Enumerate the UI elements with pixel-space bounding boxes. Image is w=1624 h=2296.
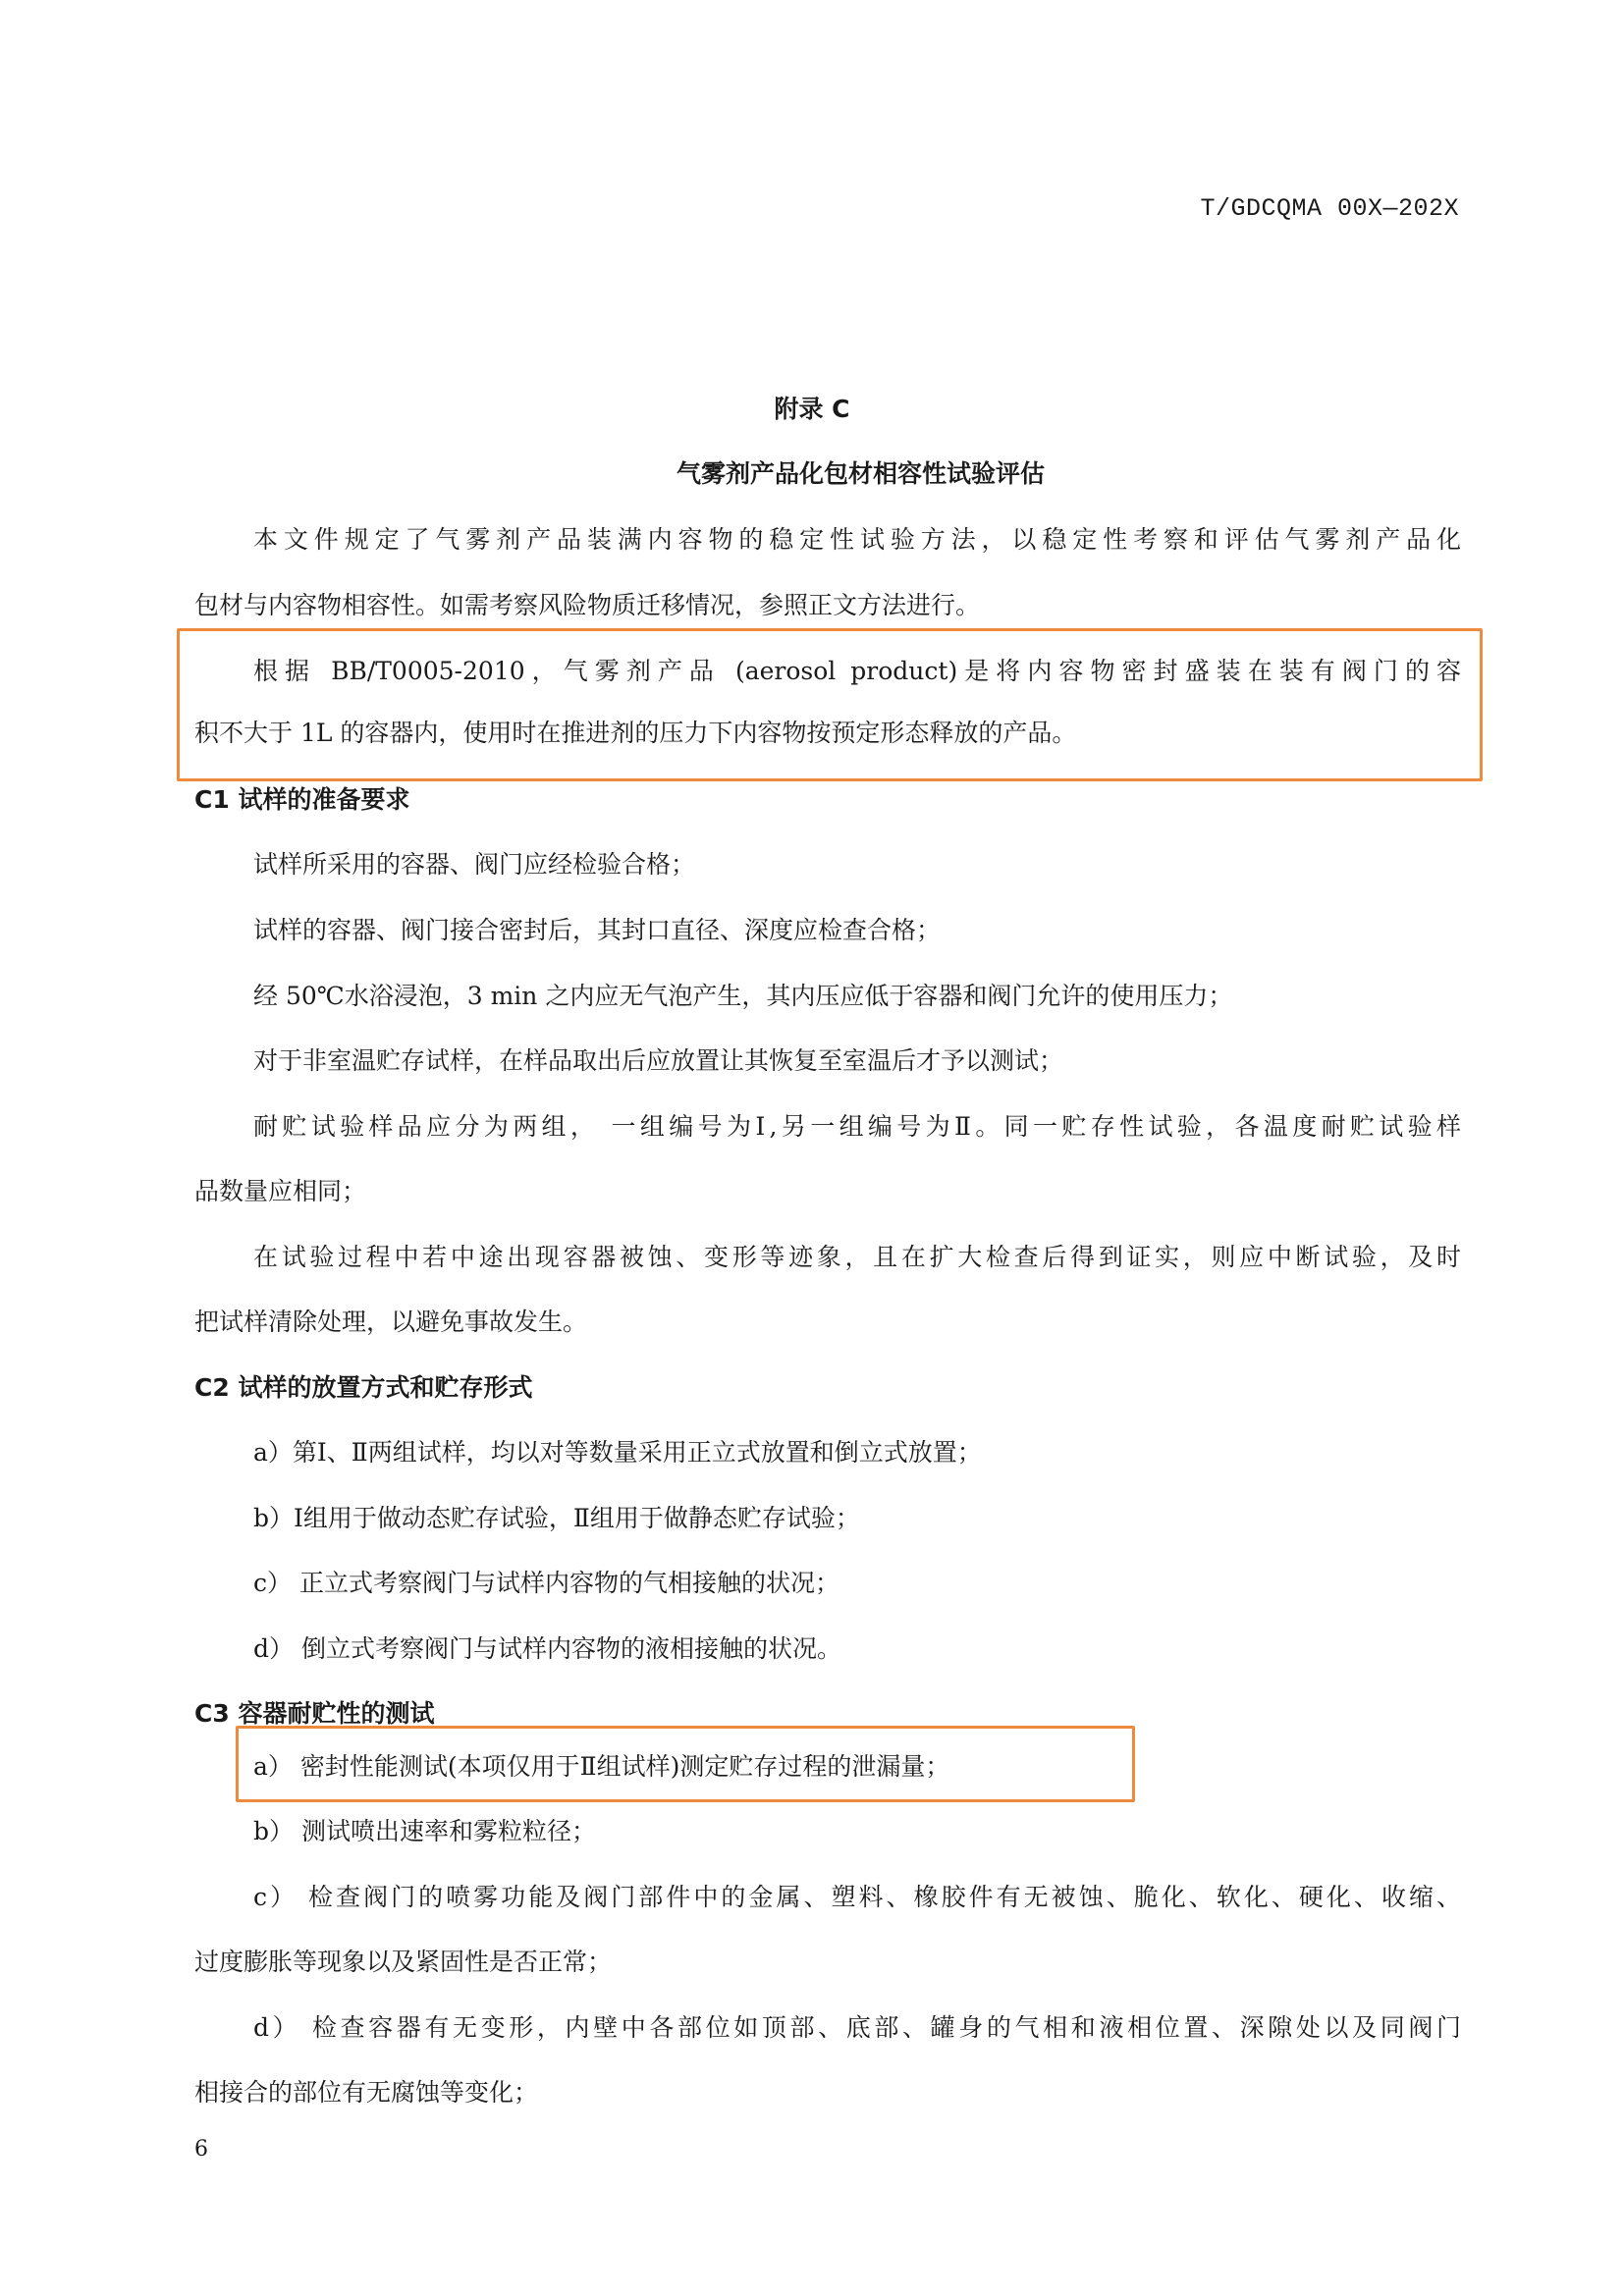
- c2-item-d: d） 倒立式考察阀门与试样内容物的液相接触的状况。: [253, 1634, 841, 1663]
- c2-item-c: c） 正立式考察阀门与试样内容物的气相接触的状况；: [253, 1569, 839, 1597]
- c1-item-5-line-1: 耐贮试验样品应分为两组， 一组编号为Ⅰ,另一组编号为Ⅱ。同一贮存性试验，各温度耐贮试验样: [253, 1112, 1461, 1141]
- c3-item-a: a） 密封性能测试(本项仅用于Ⅱ组试样)测定贮存过程的泄漏量；: [253, 1752, 950, 1781]
- c1-item-2: 试样的容器、阀门接合密封后，其封口直径、深度应检查合格；: [253, 916, 942, 944]
- c1-item-1: 试样所采用的容器、阀门应经检验合格；: [253, 850, 696, 879]
- section-heading-c2: C2 试样的放置方式和贮存形式: [194, 1373, 533, 1402]
- intro-paragraph-2-line-2: 积不大于 1L 的容器内，使用时在推进剂的压力下内容物按预定形态释放的产品。: [194, 719, 1077, 747]
- appendix-label: 附录 C: [774, 395, 850, 423]
- c1-item-3: 经 50℃水浴浸泡，3 min 之内应无气泡产生，其内压应低于容器和阀门允许的使用压力；: [253, 982, 1233, 1010]
- intro-paragraph-1-line-2: 包材与内容物相容性。如需考察风险物质迁移情况，参照正文方法进行。: [194, 591, 981, 619]
- c2-item-b: b）Ⅰ组用于做动态贮存试验，Ⅱ组用于做静态贮存试验；: [253, 1504, 860, 1532]
- c3-item-c-line-2: 过度膨胀等现象以及紧固性是否正常；: [194, 1948, 613, 1976]
- c3-item-d-line-1: d） 检查容器有无变形，内壁中各部位如顶部、底部、罐身的气相和液相位置、深隙处以及同阀门: [253, 2013, 1461, 2042]
- c3-item-b: b） 测试喷出速率和雾粒粒径；: [253, 1817, 596, 1845]
- intro-paragraph-1-line-1: 本文件规定了气雾剂产品装满内容物的稳定性试验方法，以稳定性考察和评估气雾剂产品化: [253, 525, 1461, 554]
- c3-item-c-line-1: c） 检查阀门的喷雾功能及阀门部件中的金属、塑料、橡胶件有无被蚀、脆化、软化、硬化、收缩、: [253, 1883, 1461, 1911]
- c3-item-d-line-2: 相接合的部位有无腐蚀等变化；: [194, 2078, 539, 2107]
- page-number: 6: [194, 2137, 208, 2162]
- c1-item-6-line-2: 把试样清除处理，以避免事故发生。: [194, 1308, 588, 1336]
- section-heading-c3: C3 容器耐贮性的测试: [194, 1699, 435, 1728]
- c1-item-6-line-1: 在试验过程中若中途出现容器被蚀、变形等迹象，且在扩大检查后得到证实，则应中断试验，及时: [253, 1243, 1461, 1271]
- c2-item-a: a）第Ⅰ、Ⅱ两组试样，均以对等数量采用正立式放置和倒立式放置；: [253, 1438, 982, 1467]
- document-code: T/GDCQMA 00X—202X: [1200, 194, 1459, 223]
- intro-paragraph-2-line-1: 根据 BB/T0005-2010，气雾剂产品 (aerosol product)是将内容物密封盛装在装有阀门的容: [253, 657, 1461, 685]
- section-heading-c1: C1 试样的准备要求: [194, 785, 410, 814]
- c1-item-5-line-2: 品数量应相同；: [194, 1177, 367, 1205]
- appendix-title: 气雾剂产品化包材相容性试验评估: [676, 459, 1045, 488]
- c1-item-4: 对于非室温贮存试样，在样品取出后应放置让其恢复至室温后才予以测试；: [253, 1046, 1064, 1075]
